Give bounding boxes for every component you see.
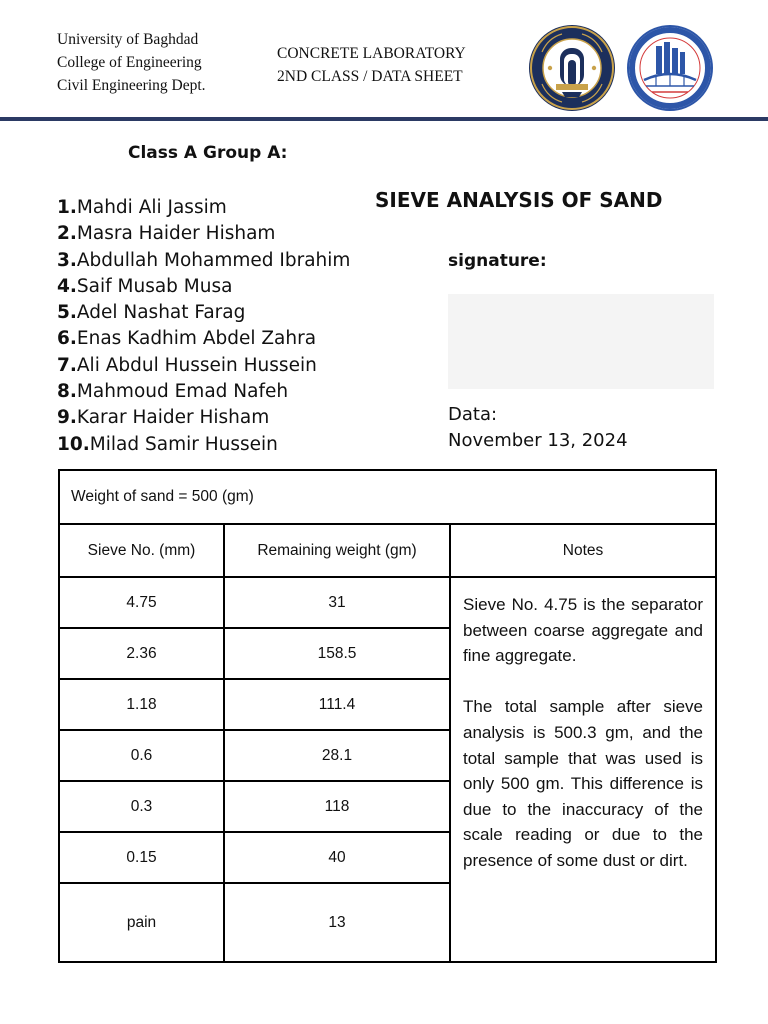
member-name: Milad Samir Hussein — [89, 433, 278, 455]
member-name: Ali Abdul Hussein Hussein — [76, 354, 317, 376]
member-item — [57, 248, 350, 274]
sieve-cell: 0.15 — [59, 832, 224, 883]
sieve-cell: 2.36 — [59, 628, 224, 679]
member-item — [57, 405, 350, 431]
sieve-cell: pain — [59, 883, 224, 962]
member-number: 6. — [57, 328, 77, 350]
signature-area — [448, 294, 714, 389]
member-name: Adel Nashat Farag — [76, 302, 246, 324]
member-number: 3. — [57, 249, 77, 271]
sieve-cell: 0.6 — [59, 730, 224, 781]
sieve-cell: 1.18 — [59, 679, 224, 730]
department-name: Civil Engineering Dept. — [57, 77, 206, 94]
member-name: Saif Musab Musa — [76, 275, 233, 297]
lab-block — [277, 42, 466, 88]
member-number: 5. — [57, 302, 77, 324]
member-name: Karar Haider Hisham — [76, 407, 270, 429]
member-number: 7. — [57, 354, 77, 376]
weight-cell: 28.1 — [224, 730, 450, 781]
member-name: Abdullah Mohammed Ibrahim — [76, 249, 351, 271]
column-header-notes: Notes — [450, 524, 716, 577]
college-logo — [626, 24, 714, 112]
weight-cell: 111.4 — [224, 679, 450, 730]
member-number: 1. — [57, 197, 77, 218]
date-value: November 13, 2024 — [448, 430, 628, 451]
weight-cell: 158.5 — [224, 628, 450, 679]
member-name: Masra Haider Hisham — [76, 223, 276, 245]
table-caption-row — [59, 470, 716, 524]
member-item — [57, 221, 350, 247]
notes-paragraph: The total sample after sieve analysis is 500.3 gm, and the total sample that was used is only 500 gm. This difference is due to the inaccuracy of the scale reading or due to the presence of some dust or dirt. — [463, 697, 704, 870]
weight-cell: 31 — [224, 577, 450, 628]
lab-name: CONCRETE LABORATORY — [277, 45, 466, 62]
member-number: 9. — [57, 407, 77, 429]
member-number: 2. — [57, 223, 77, 245]
university-logo — [528, 24, 616, 112]
signature-label: signature: — [448, 251, 547, 271]
member-item — [57, 300, 350, 326]
member-item — [57, 326, 350, 352]
member-item — [57, 195, 350, 221]
sieve-cell: 0.3 — [59, 781, 224, 832]
table-row — [59, 577, 716, 628]
date-label: Data: — [448, 404, 498, 425]
member-number: 10. — [57, 433, 90, 455]
column-header-weight: Remaining weight (gm) — [224, 524, 450, 577]
header-rule — [0, 117, 768, 121]
weight-cell: 118 — [224, 781, 450, 832]
member-item — [57, 379, 350, 405]
college-name: College of Engineering — [57, 54, 202, 71]
member-item — [57, 432, 350, 458]
group-title: Class A Group A: — [128, 143, 288, 163]
sieve-cell: 4.75 — [59, 577, 224, 628]
weight-cell: 40 — [224, 832, 450, 883]
sand-weight-caption: Weight of sand = 500 (gm) — [59, 470, 716, 524]
member-list — [57, 195, 350, 458]
member-number: 8. — [57, 381, 77, 403]
member-name: Mahdi Ali Jassim — [76, 197, 227, 218]
weight-cell: 13 — [224, 883, 450, 962]
member-name: Enas Kadhim Abdel Zahra — [76, 328, 317, 350]
institution-block — [57, 28, 206, 97]
column-header-sieve: Sieve No. (mm) — [59, 524, 224, 577]
university-name: University of Baghdad — [57, 31, 199, 48]
notes-cell — [450, 577, 716, 962]
member-number: 4. — [57, 275, 77, 297]
member-item — [57, 353, 350, 379]
sheet-type: 2ND CLASS / DATA SHEET — [277, 68, 463, 85]
sieve-table — [58, 469, 717, 963]
member-item — [57, 274, 350, 300]
member-name: Mahmoud Emad Nafeh — [76, 381, 289, 403]
table-header-row — [59, 524, 716, 577]
document-title: SIEVE ANALYSIS OF SAND — [375, 188, 663, 212]
notes-paragraph: Sieve No. 4.75 is the separator between coarse aggregate and fine aggregate. — [463, 595, 704, 666]
